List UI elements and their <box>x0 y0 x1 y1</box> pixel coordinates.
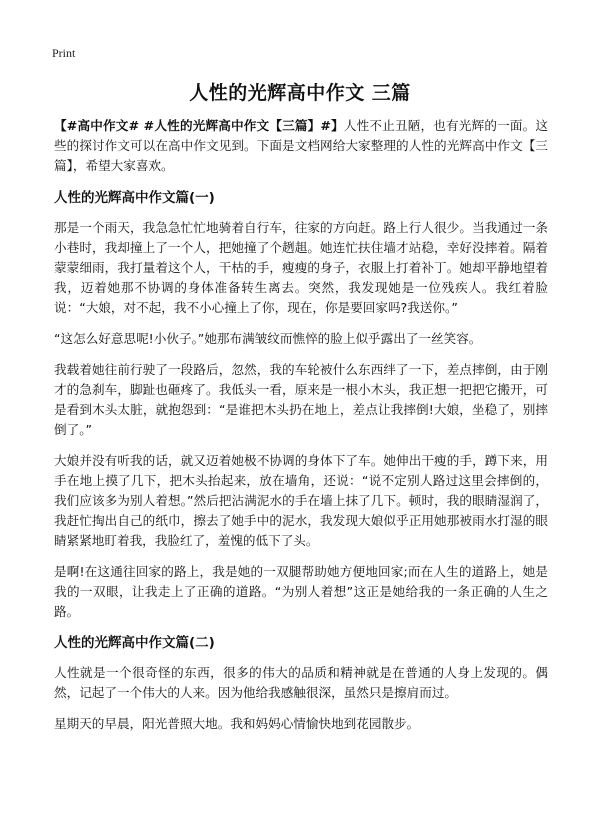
article-body <box>54 116 548 745</box>
section-paragraph: 大娘并没有听我的话，就又迈着她极不协调的身体下了车。她伸出干瘦的手，蹲下来，用手在地上摸了几下，把木头抬起来，放在墙角，还说：“说不定别人路过这里会摔倒的，我们应该多为别人着想。”然后把沾满泥水的手在墙上抹了几下。顿时，我的眼睛湿润了，我赶忙掏出自己的纸巾，擦去了她手中的泥水，我发现大娘似乎正用她那被雨水打湿的眼睛紧紧地盯着我，我脸红了，羞愧的低下了头。 <box>54 453 548 548</box>
section-1 <box>54 188 548 622</box>
intro-tag: 【#高中作文# #人性的光辉高中作文【三篇】#】 <box>54 118 344 133</box>
section-heading: 人性的光辉高中作文篇(一) <box>54 190 215 206</box>
section-heading: 人性的光辉高中作文篇(二) <box>54 635 215 651</box>
section-paragraph: 我载着她往前行驶了一段路后，忽然，我的车轮被什么东西绊了一下，差点摔倒，由于刚才的急刹车，脚趾也砸疼了。我低头一看，原来是一根小木头，我正想一把把它搬开，可是看到木头太脏，就抱怨到：“是谁把木头扔在地上，差点让我摔倒!大娘，坐稳了，别摔倒了。” <box>54 362 548 437</box>
section-paragraph: 星期天的早晨，阳光普照大地。我和妈妈心情愉快地到花园散步。 <box>54 716 420 731</box>
section-paragraph: 是啊!在这通往回家的路上，我是她的一双腿帮助她方便地回家;而在人生的道路上，她是我的一双眼，让我走上了正确的道路。“为别人着想”这正是她给我的一条正确的人生之路。 <box>54 564 548 619</box>
intro-paragraph <box>54 116 548 176</box>
section-paragraph: 那是一个雨天，我急急忙忙地骑着自行车，往家的方向赶。路上行人很少。当我通过一条小巷时，我却撞上了一个人，把她撞了个趔趄。她连忙扶住墙才站稳，幸好没摔着。隔着蒙蒙细雨，我打量着这个人，干枯的手，瘦瘦的身子，衣服上打着补丁。她却平静地望着我，迈着她那不协调的身体准备转生离去。突然，我发现她是一位残疾人。我红着脸说：“大娘，对不起，我不小心撞上了你，现在，你是要回家吗?我送你。” <box>54 220 548 315</box>
print-label[interactable]: Print <box>52 46 76 60</box>
section-paragraph: “这怎么好意思呢!小伙子。”她那布满皱纹而憔悴的脸上似乎露出了一丝笑容。 <box>54 331 482 346</box>
section-paragraph: 人性就是一个很奇怪的东西，很多的伟大的品质和精神就是在普通的人身上发现的。偶然，记起了一个伟大的人来。因为他给我感触很深，虽然只是擦肩而过。 <box>54 665 548 700</box>
page-title: 人性的光辉高中作文 三篇 <box>189 82 411 104</box>
intro-text: 人性不止丑陋，也有光辉的一面。这些的探讨作文可以在高中作文见到。下面是文档网给大家整理的人性的光辉高中作文【三篇】，希望大家喜欢。 <box>54 118 549 173</box>
section-2 <box>54 633 548 734</box>
